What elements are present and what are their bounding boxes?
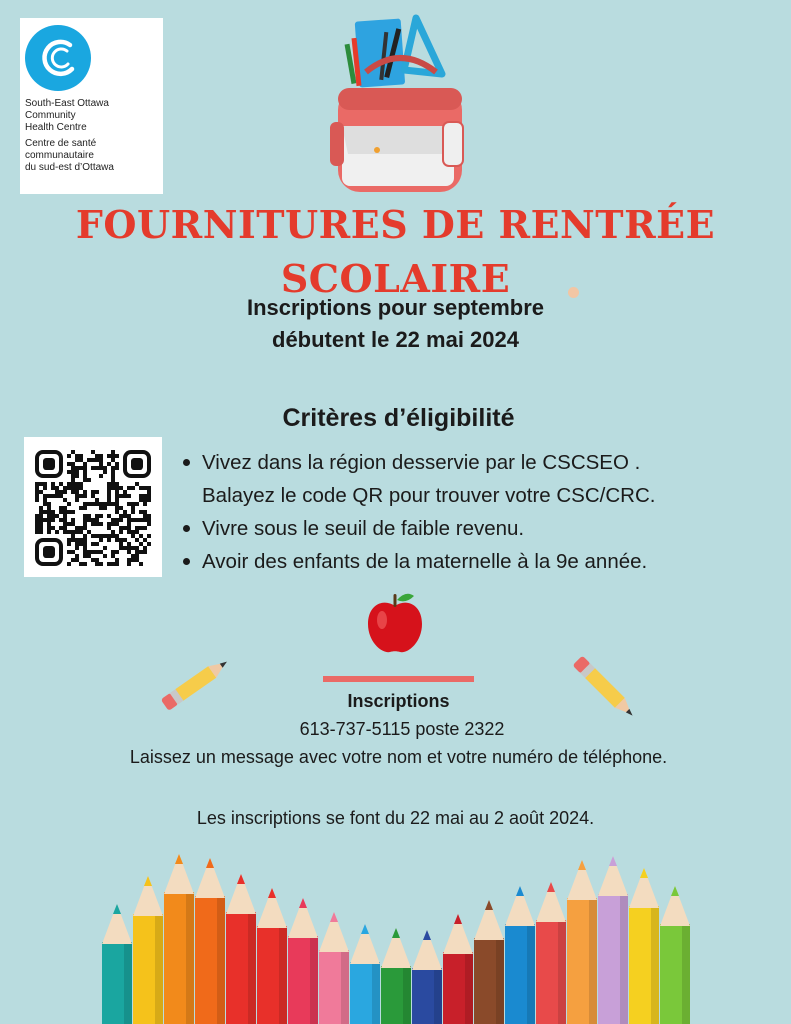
page-title (0, 198, 791, 306)
colored-pencils-illustration (96, 846, 702, 1024)
list-item (180, 512, 780, 545)
colored-pencil (164, 854, 194, 1024)
colored-pencil (257, 888, 287, 1024)
colored-pencil (629, 868, 659, 1024)
backpack-icon (330, 14, 470, 196)
contact-message: Laissez un message avec votre nom et votre numéro de téléphone. (129, 747, 668, 767)
org-name-en-1: South-East Ottawa (25, 98, 109, 109)
colored-pencil (319, 912, 349, 1024)
contact-heading: Inscriptions (347, 691, 450, 711)
colored-pencil (288, 898, 318, 1024)
logo-icon (24, 24, 92, 92)
colored-pencil (567, 860, 597, 1024)
colored-pencil (133, 876, 163, 1024)
list-item (180, 545, 780, 578)
org-name-fr-2: communautaire (25, 150, 94, 161)
colored-pencil (350, 924, 380, 1024)
criteria-item-1-line-1: Vivez dans la région desservie par le CSCSEO . (202, 451, 641, 474)
qr-code-card (24, 437, 162, 577)
colored-pencil (412, 930, 442, 1024)
subtitle (0, 292, 791, 356)
org-name-fr-1: Centre de santé (25, 138, 97, 149)
qr-code-icon (35, 450, 151, 566)
criteria-item-3: Avoir des enfants de la maternelle à la 9e année. (202, 550, 648, 573)
colored-pencil (102, 904, 132, 1024)
organization-logo (20, 18, 163, 194)
qr-finder-center (43, 458, 55, 470)
list-item (180, 446, 780, 512)
org-name-en-3: Health Centre (25, 122, 87, 133)
subtitle-line-2: débutent le 22 mai 2024 (272, 327, 519, 352)
qr-finder-center (131, 458, 143, 470)
colored-pencil (660, 886, 690, 1024)
colored-pencil (195, 858, 225, 1024)
criteria-item-2: Vivre sous le seuil de faible revenu. (202, 517, 525, 540)
title-line-2: SCOLAIRE (280, 256, 511, 301)
criteria-list (180, 446, 780, 578)
subtitle-line-1: Inscriptions pour septembre (246, 295, 545, 320)
colored-pencil (443, 914, 473, 1024)
contact-phone: 613-737-5115 poste 2322 (299, 719, 505, 739)
section-divider (323, 676, 474, 682)
registration-dates: Les inscriptions se font du 22 mai au 2 août 2024. (196, 808, 595, 828)
org-name-en-2: Community (25, 110, 76, 121)
title-line-1: FOURNITURES DE RENTRÉE (75, 202, 716, 247)
colored-pencil (474, 900, 504, 1024)
colored-pencil (536, 882, 566, 1024)
pencil-icon (562, 648, 648, 728)
criteria-heading: Critères d’éligibilité (282, 404, 515, 432)
colored-pencil (598, 856, 628, 1024)
colored-pencil (381, 928, 411, 1024)
apple-icon (362, 590, 428, 656)
colored-pencil (226, 874, 256, 1024)
qr-finder-center (43, 546, 55, 558)
org-name-fr-3: du sud-est d’Ottawa (25, 162, 114, 173)
colored-pencil (505, 886, 535, 1024)
criteria-item-1-line-2: Balayez le code QR pour trouver votre CSC/CRC. (202, 484, 656, 507)
